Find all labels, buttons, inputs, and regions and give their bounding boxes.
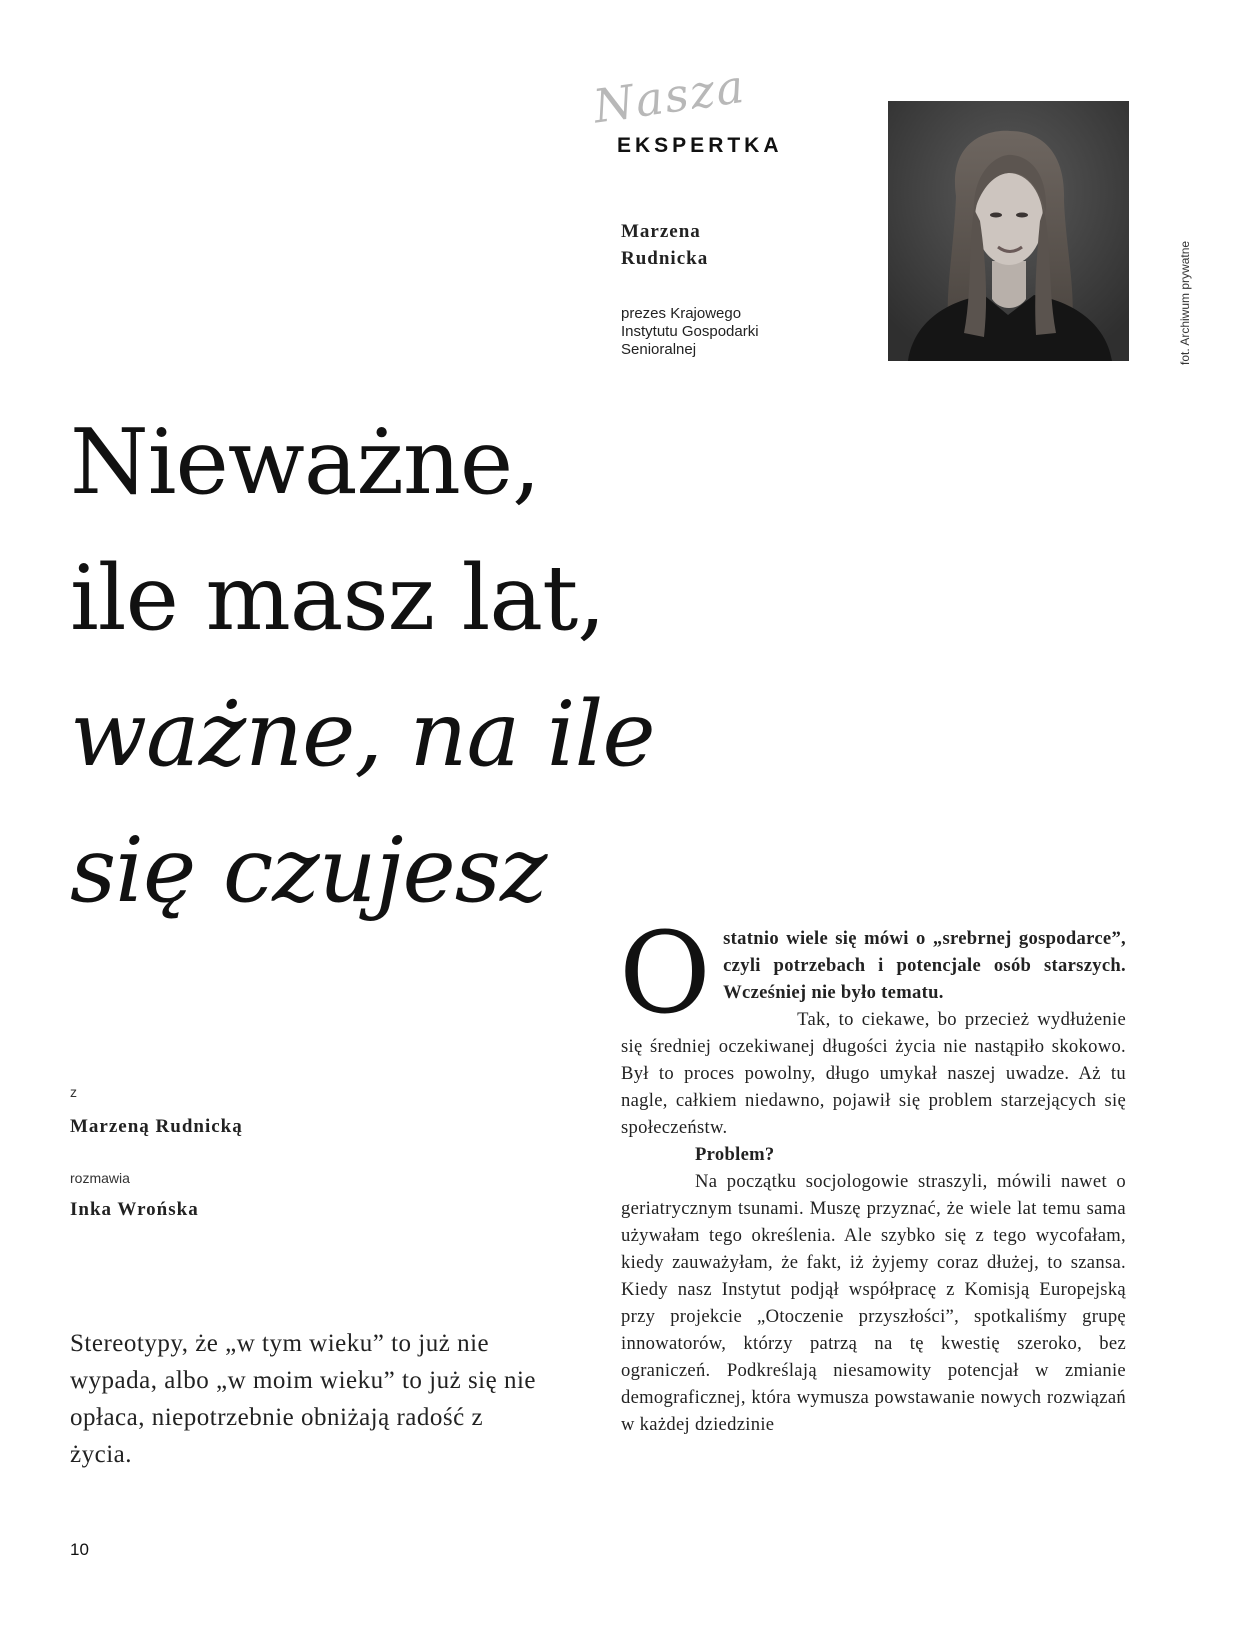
- expert-portrait-photo: [888, 101, 1129, 361]
- script-heading-word: Nasza: [590, 58, 749, 134]
- headline-line: ile masz lat,: [70, 546, 605, 651]
- headline-line: Nieważne,: [70, 410, 540, 515]
- lead-paragraph: Stereotypy, że „w tym wieku” to już nie wypada, albo „w moim wieku” to już się nie opłaca, niepotrzebnie obniżają radość z życia.: [70, 1330, 537, 1468]
- answer-paragraph: Na początku socjologowie straszyli, mówili nawet o geriatrycznym tsunami. Muszę przyznać, że wiele lat temu sama używałam tego określenia. Ale szybko się z tego wycofałam, kiedy zauważyłam, że fakt, iż żyjemy coraz dłużej, to szansa. Kiedy nasz Instytut podjął współpracę z Komisją Europejską przy projekcie „Otoczenie przyszłości”, spotkaliśmy grupę innowatorów, którzy patrzą na tę kwestię szeroko, bez ograniczeń. Podkreślają niesamowity potencjał w zmianie demograficznej, która wymusza powstawanie nowych rozwiązań w każdej dziedzinie: [621, 1171, 1126, 1435]
- interviewer-name: Inka Wrońska: [70, 1199, 199, 1220]
- article-headline: [70, 395, 830, 939]
- expert-name-line: Marzena: [621, 221, 701, 242]
- photo-credit: fot. Archiwum prywatne: [1178, 240, 1192, 365]
- expert-role: [621, 305, 821, 359]
- headline-line-italic: się czujesz: [70, 818, 547, 923]
- expert-name: [621, 218, 821, 272]
- headline-line-italic: ważne, na ile: [70, 682, 655, 787]
- question-paragraph: statnio wiele się mówi o „srebrnej gospodarce”, czyli potrzebach i potencjale osób starszych. Wcześniej nie było tematu.: [723, 928, 1126, 1003]
- answer-paragraph: Tak, to ciekawe, bo przecież wydłużenie się średniej oczekiwanej długości życia nie nastąpiło skokowo. Był to proces powolny, długo umykał naszej uwadze. Aż tu nagle, całkiem niedawno, pojawił się problem starzejących się społeczeństw.: [621, 1009, 1126, 1138]
- interviewer-label: rozmawia: [70, 1170, 130, 1186]
- article-body: [619, 909, 1126, 1438]
- drop-cap: O: [619, 909, 712, 1039]
- interviewee-name: Marzeną Rudnicką: [70, 1116, 243, 1137]
- expert-role-line: Instytutu Gospodarki: [621, 323, 759, 340]
- interview-with-label: z: [70, 1084, 77, 1100]
- question-paragraph: Problem?: [695, 1144, 775, 1165]
- portrait-illustration: [888, 101, 1129, 361]
- expert-role-line: Senioralnej: [621, 341, 697, 358]
- expert-role-line: prezes Krajowego: [621, 305, 742, 322]
- section-label: EKSPERTKA: [617, 134, 783, 157]
- expert-name-line: Rudnicka: [621, 248, 709, 269]
- page-number: 10: [70, 1540, 89, 1559]
